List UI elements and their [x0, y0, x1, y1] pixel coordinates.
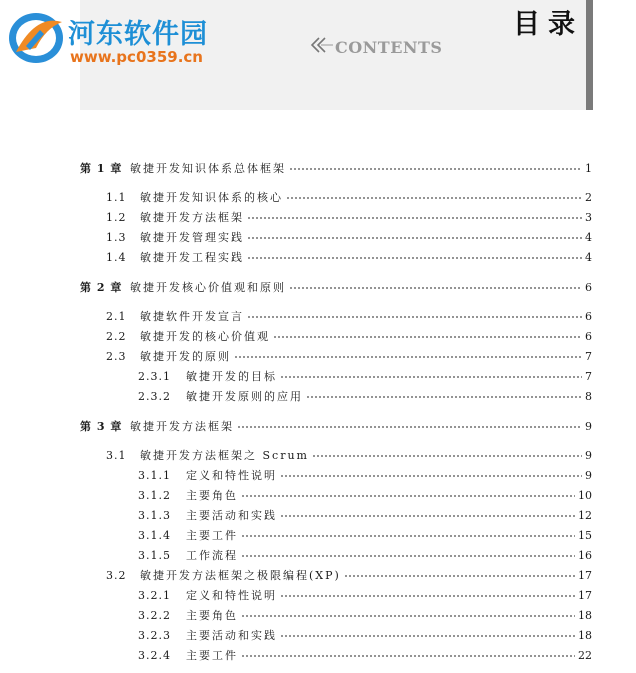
toc-title: 敏捷开发知识体系总体框架 — [130, 162, 286, 175]
toc-title: 敏捷开发的原则 — [140, 350, 231, 363]
toc-page-number: 3 — [585, 211, 592, 224]
watermark-site-url: www.pc0359.cn — [70, 48, 203, 66]
toc-dot-leader — [241, 534, 575, 538]
toc-subsection-entry[interactable] — [138, 609, 592, 623]
toc-number: 第 1 章 — [80, 162, 123, 175]
toc-title: 敏捷开发知识体系的核心 — [140, 191, 283, 204]
toc-subsection-entry[interactable] — [138, 390, 592, 404]
toc-number: 1.1 — [106, 191, 127, 204]
toc-page-number: 7 — [585, 350, 592, 363]
toc-number: 3.1.2 — [138, 489, 171, 502]
toc-section-entry[interactable] — [106, 569, 592, 583]
toc-page-number: 1 — [585, 162, 592, 175]
toc-title: 敏捷开发原则的应用 — [186, 390, 303, 403]
toc-title: 主要工件 — [186, 649, 238, 662]
toc-number: 3.1.1 — [138, 469, 171, 482]
toc-page-number: 4 — [585, 251, 592, 264]
toc-dot-leader — [247, 256, 582, 260]
toc-dot-leader — [280, 594, 575, 598]
toc-title: 敏捷开发方法框架之 Scrum — [140, 449, 309, 462]
toc-chapter-entry[interactable] — [80, 281, 592, 295]
toc-section-entry[interactable] — [106, 211, 592, 225]
toc-dot-leader — [289, 286, 582, 290]
toc-number: 3.1.4 — [138, 529, 171, 542]
toc-dot-leader — [286, 196, 582, 200]
toc-dot-leader — [237, 425, 582, 429]
toc-page-number: 6 — [585, 310, 592, 323]
watermark — [6, 8, 226, 70]
toc-title: 工作流程 — [186, 549, 238, 562]
toc-subsection-entry[interactable] — [138, 529, 592, 543]
toc-dot-leader — [247, 315, 582, 319]
toc-section-entry[interactable] — [106, 251, 592, 265]
toc-title: 主要角色 — [186, 609, 238, 622]
toc-title: 定义和特性说明 — [186, 469, 277, 482]
toc-dot-leader — [241, 614, 575, 618]
toc-dot-leader — [234, 355, 582, 359]
toc-dot-leader — [247, 236, 582, 240]
toc-title: 定义和特性说明 — [186, 589, 277, 602]
toc-page-number: 6 — [585, 330, 592, 343]
toc-page-number: 17 — [578, 569, 592, 582]
toc-number: 第 3 章 — [80, 420, 123, 433]
toc-number: 2.2 — [106, 330, 127, 343]
toc-subsection-entry[interactable] — [138, 370, 592, 384]
toc-number: 2.3.1 — [138, 370, 171, 383]
toc-number: 第 2 章 — [80, 281, 123, 294]
toc-title: 敏捷开发方法框架 — [140, 211, 244, 224]
toc-dot-leader — [280, 375, 582, 379]
header-accent-bar — [586, 0, 593, 110]
toc-title: 敏捷开发工程实践 — [140, 251, 244, 264]
toc-dot-leader — [241, 554, 575, 558]
toc-title: 敏捷开发核心价值观和原则 — [130, 281, 286, 294]
toc-page-number: 9 — [585, 420, 592, 433]
toc-subsection-entry[interactable] — [138, 489, 592, 503]
toc-page-number: 12 — [578, 509, 592, 522]
toc-dot-leader — [289, 167, 582, 171]
toc-dot-leader — [344, 574, 575, 578]
contents-subtitle: CONTENTS — [335, 38, 443, 57]
double-chevron-icon — [309, 35, 333, 55]
toc-number: 3.1.5 — [138, 549, 171, 562]
toc-page-number: 18 — [578, 629, 592, 642]
toc-section-entry[interactable] — [106, 330, 592, 344]
toc-subsection-entry[interactable] — [138, 649, 592, 663]
toc-subsection-entry[interactable] — [138, 629, 592, 643]
toc-subsection-entry[interactable] — [138, 589, 592, 603]
toc-subsection-entry[interactable] — [138, 509, 592, 523]
toc-subsection-entry[interactable] — [138, 469, 592, 483]
toc-page-number: 9 — [585, 469, 592, 482]
toc-page-number: 4 — [585, 231, 592, 244]
toc-page-number: 16 — [578, 549, 592, 562]
toc-number: 3.2 — [106, 569, 127, 582]
toc-page-number: 10 — [578, 489, 592, 502]
toc-number: 3.1.3 — [138, 509, 171, 522]
toc-subsection-entry[interactable] — [138, 549, 592, 563]
toc-title: 主要角色 — [186, 489, 238, 502]
toc-page-number: 18 — [578, 609, 592, 622]
toc-section-entry[interactable] — [106, 449, 592, 463]
toc-dot-leader — [241, 494, 575, 498]
toc-number: 1.2 — [106, 211, 127, 224]
toc-number: 2.3 — [106, 350, 127, 363]
toc-number: 2.1 — [106, 310, 127, 323]
toc-chapter-entry[interactable] — [80, 162, 592, 176]
toc-dot-leader — [280, 514, 575, 518]
toc-section-entry[interactable] — [106, 191, 592, 205]
toc-title: 敏捷开发管理实践 — [140, 231, 244, 244]
toc-section-entry[interactable] — [106, 310, 592, 324]
toc-number: 3.2.3 — [138, 629, 171, 642]
toc-number: 3.2.1 — [138, 589, 171, 602]
toc-dot-leader — [247, 216, 582, 220]
toc-title: 敏捷开发的目标 — [186, 370, 277, 383]
toc-number: 3.1 — [106, 449, 127, 462]
watermark-logo-icon — [6, 8, 70, 66]
toc-dot-leader — [241, 654, 575, 658]
toc-section-entry[interactable] — [106, 231, 592, 245]
toc-title: 主要活动和实践 — [186, 509, 277, 522]
toc-title: 敏捷开发方法框架 — [130, 420, 234, 433]
toc-title: 敏捷开发方法框架之极限编程(XP) — [140, 569, 341, 582]
toc-page-number: 7 — [585, 370, 592, 383]
toc-number: 3.2.2 — [138, 609, 171, 622]
toc-number: 2.3.2 — [138, 390, 171, 403]
toc-page-number: 9 — [585, 449, 592, 462]
page-title: 目录 — [513, 9, 583, 40]
toc-page-number: 2 — [585, 191, 592, 204]
toc-section-entry[interactable] — [106, 350, 592, 364]
contents-heading — [309, 35, 489, 55]
toc-number: 1.4 — [106, 251, 127, 264]
toc-number: 1.3 — [106, 231, 127, 244]
toc-page-number: 22 — [578, 649, 592, 662]
toc-page-number: 6 — [585, 281, 592, 294]
toc-chapter-entry[interactable] — [80, 420, 592, 434]
toc-title: 敏捷软件开发宣言 — [140, 310, 244, 323]
toc-dot-leader — [280, 634, 575, 638]
toc-dot-leader — [306, 395, 582, 399]
toc-number: 3.2.4 — [138, 649, 171, 662]
toc-page-number: 8 — [585, 390, 592, 403]
toc-title: 主要活动和实践 — [186, 629, 277, 642]
toc-title: 主要工件 — [186, 529, 238, 542]
toc-page-number: 17 — [578, 589, 592, 602]
watermark-site-name: 河东软件园 — [68, 19, 208, 50]
toc-page-number: 15 — [578, 529, 592, 542]
toc-dot-leader — [312, 454, 582, 458]
toc-dot-leader — [280, 474, 582, 478]
toc-dot-leader — [273, 335, 582, 339]
toc-title: 敏捷开发的核心价值观 — [140, 330, 270, 343]
